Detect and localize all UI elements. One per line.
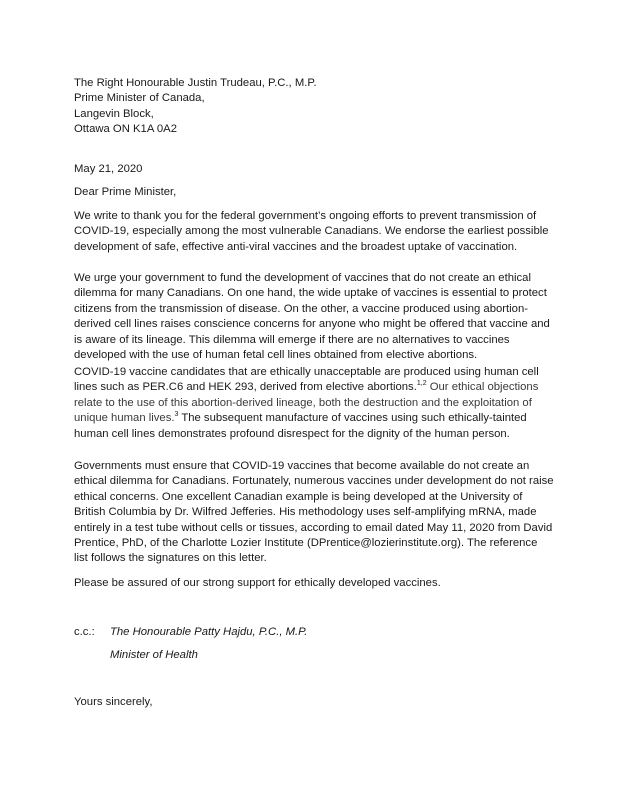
paragraph-4: Governments must ensure that COVID-19 vaccines that become available do not create an ethical dilemma for Canadians. Fortunately, numerous vaccines under development do not raise ethical concerns. One excellent Canadian example is being developed at the University of British Columbia by Dr. Wilfred Jefferies. His methodology uses self-amplifying mRNA, made entirely in a test tube without cells or tissues, according to email dated May 11, 2020 from David Prentice, PhD, of the Charlotte Lozier Institute (DPrentice@lozierinstitute.org). The reference list follows the signatures on this letter. bbox=[74, 460, 554, 565]
cc-label: c.c.: bbox=[74, 626, 95, 638]
paragraph-1: We write to thank you for the federal government’s ongoing efforts to prevent transmission of COVID-19, especially among the most vulnerable Canadians. We endorse the earliest possible development of safe, effective anti-viral vaccines and the broadest uptake of vaccination. bbox=[74, 210, 549, 253]
paragraph-3 bbox=[74, 365, 554, 442]
paragraph-5: Please be assured of our strong support for ethically developed vaccines. bbox=[74, 577, 441, 589]
paragraph-3-part-b: Our ethical objections relate to the use of this abortion-derived lineage, both the destruction and the exploitation of unique human lives. bbox=[74, 381, 539, 425]
salutation: Dear Prime Minister, bbox=[74, 186, 177, 198]
footnote-ref-3: 3 bbox=[174, 411, 179, 419]
letter-date: May 21, 2020 bbox=[74, 163, 143, 175]
cc-title: Minister of Health bbox=[110, 649, 198, 661]
paragraph-3-part-a: COVID-19 vaccine candidates that are ethically unacceptable are produced using human cell lines such as PER.C6 and HEK 293, derived from elective abortions. bbox=[74, 366, 539, 394]
closing: Yours sincerely, bbox=[74, 696, 153, 708]
paragraph-3-part-c: The subsequent manufacture of vaccines using such ethically-tainted human cell lines demonstrates profound disrespect for the dignity of the human person. bbox=[74, 412, 527, 440]
recipient-line-4: Ottawa ON K1A 0A2 bbox=[74, 123, 177, 136]
paragraph-2: We urge your government to fund the development of vaccines that do not create an ethical dilemma for many Canadians. On one hand, the wide uptake of vaccines is essential to protect citizens from the transmission of disease. On the other, a vaccine produced using abortion-derived cell lines raises conscience concerns for anyone who might be offered that vaccine and is aware of its lineage. This dilemma will emerge if there are no alternatives to vaccines developed with the use of human fetal cell lines obtained from elective abortions. bbox=[74, 272, 550, 362]
recipient-line-1: The Right Honourable Justin Trudeau, P.C., M.P. bbox=[74, 77, 317, 89]
recipient-line-2: Prime Minister of Canada, bbox=[74, 92, 205, 105]
recipient-line-3: Langevin Block, bbox=[74, 107, 154, 120]
recipient-address bbox=[74, 76, 554, 138]
cc-name: The Honourable Patty Hajdu, P.C., M.P. bbox=[110, 626, 308, 638]
footnote-ref-1-2: 1,2 bbox=[416, 380, 427, 388]
